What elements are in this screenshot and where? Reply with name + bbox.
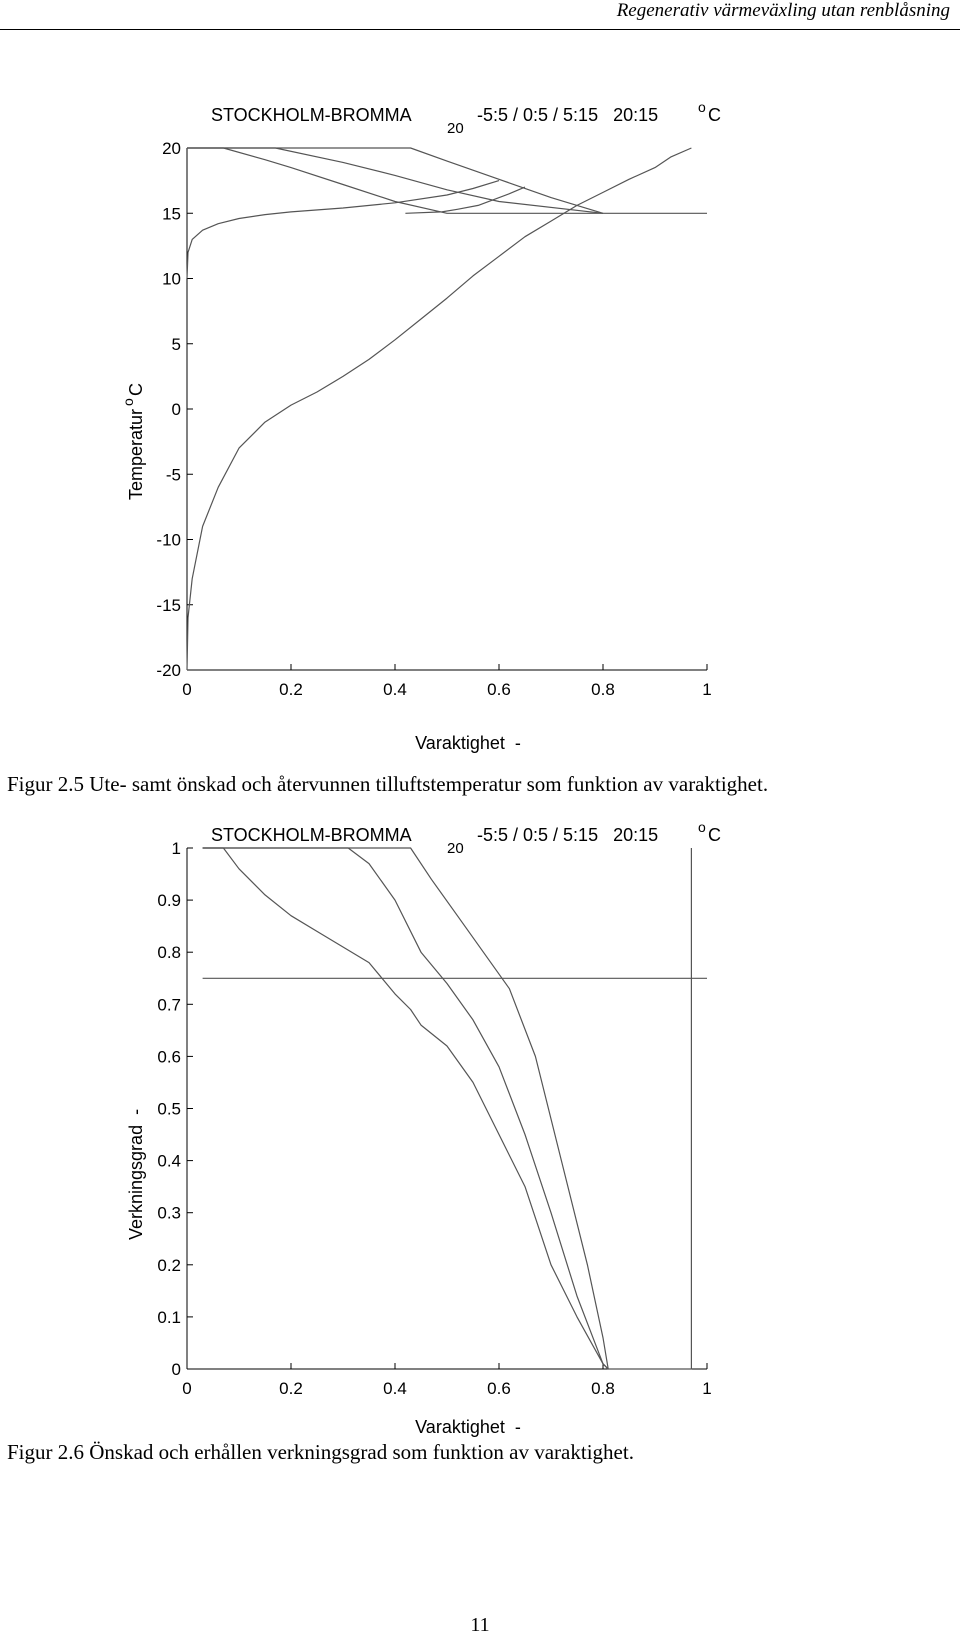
chart-title-main: STOCKHOLM-BROMMA	[211, 825, 412, 845]
header-rule	[0, 29, 960, 30]
x-tick-label: 0	[182, 680, 192, 699]
y-tick-label: 0	[171, 1360, 181, 1379]
y-tick-label: 0.9	[157, 891, 181, 911]
y-tick-label: 0.5	[157, 1099, 181, 1119]
chart-title-subscript: 20	[447, 840, 464, 857]
chart-title-unit: C	[708, 105, 721, 125]
x-tick-label: 0.8	[591, 1379, 615, 1398]
series-line-5	[608, 848, 691, 1369]
y-tick-label: 1	[171, 839, 181, 858]
x-tick-label: 0.4	[383, 1379, 407, 1398]
chart-temperature	[0, 99, 760, 753]
series-line-3	[203, 848, 609, 1369]
y-tick-label: 15	[162, 204, 181, 224]
figure-caption-2-6: Figur 2.6 Önskad och erhållen verkningsgrad som funktion av varaktighet.	[7, 1440, 634, 1464]
series-line-2	[187, 181, 499, 279]
y-tick-label: 0.4	[157, 1151, 181, 1171]
y-tick-label: 0.3	[157, 1203, 181, 1223]
y-axis-label-unit: C	[126, 383, 146, 396]
y-axis-label: Temperatur	[126, 408, 146, 500]
x-tick-label: 0.6	[487, 1379, 511, 1398]
x-tick-label: 0	[182, 1379, 192, 1398]
y-tick-label: 0.8	[157, 943, 181, 963]
chart-title-rest: -5:5 / 0:5 / 5:15 20:15	[477, 825, 659, 845]
series-layer	[203, 848, 707, 1369]
tick-layer	[157, 839, 711, 1398]
series-line-5	[187, 148, 603, 213]
x-tick-label: 0.8	[591, 680, 615, 699]
chart-title-unit: C	[708, 825, 721, 845]
y-tick-label: 0.2	[157, 1255, 181, 1275]
tick-layer	[156, 139, 711, 699]
y-tick-label: 0.1	[157, 1307, 181, 1327]
chart-title-subscript: 20	[447, 120, 464, 137]
y-tick-label: 10	[162, 269, 181, 289]
x-axis-label: Varaktighet -	[415, 1417, 521, 1437]
chart-title-main: STOCKHOLM-BROMMA	[211, 105, 412, 125]
chart-efficiency	[0, 820, 760, 1460]
x-tick-label: 0.2	[279, 680, 303, 699]
x-tick-label: 0.2	[279, 1379, 303, 1398]
series-line-2	[203, 848, 609, 1369]
y-tick-label: -20	[156, 661, 181, 680]
y-axis-label: Verkningsgrad -	[126, 1108, 146, 1240]
figure-caption-2-5: Figur 2.5 Ute- samt önskad och återvunnen tilluftstemperatur som funktion av varaktighet.	[7, 772, 769, 796]
series-line-1	[203, 848, 609, 1369]
series-line-3	[187, 148, 707, 213]
chart-title-rest: -5:5 / 0:5 / 5:15 20:15	[477, 105, 659, 125]
y-axis-label-unit-sup: o	[120, 398, 136, 406]
x-tick-label: 0.4	[383, 680, 407, 699]
x-tick-label: 1	[702, 1379, 712, 1398]
series-line-4	[187, 148, 603, 213]
y-tick-label: 0.6	[157, 1047, 181, 1067]
x-tick-label: 0.6	[487, 680, 511, 699]
page-number: 11	[470, 1614, 490, 1636]
running-header-title: Regenerativ värmeväxling utan renblåsning	[616, 0, 950, 21]
series-layer	[187, 148, 707, 670]
y-tick-label: 0.7	[157, 995, 181, 1015]
x-axis-label: Varaktighet -	[415, 733, 521, 753]
series-line-1	[187, 148, 691, 670]
chart-title-unit-sup: o	[698, 819, 706, 835]
y-tick-label: 5	[171, 334, 181, 354]
x-tick-label: 1	[702, 680, 712, 699]
y-tick-label: 20	[162, 139, 181, 158]
y-tick-label: -10	[156, 530, 181, 550]
y-tick-label: 0	[171, 400, 181, 419]
y-tick-label: -5	[165, 465, 181, 485]
y-tick-label: -15	[156, 595, 181, 615]
chart-title-unit-sup: o	[698, 99, 706, 115]
